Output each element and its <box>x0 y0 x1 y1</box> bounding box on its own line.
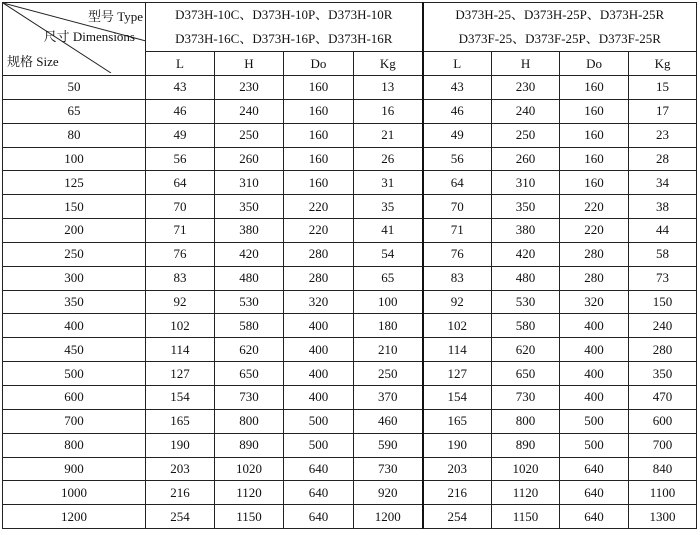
table-cell: 590 <box>354 433 423 457</box>
column-header: Kg <box>354 52 423 76</box>
table-cell: 17 <box>629 99 697 123</box>
table-cell: 370 <box>354 385 423 409</box>
table-cell: 380 <box>492 219 560 243</box>
table-cell: 165 <box>146 409 215 433</box>
table-cell: 21 <box>354 123 423 147</box>
table-cell: 160 <box>284 147 354 171</box>
table-cell: 400 <box>560 338 629 362</box>
size-cell: 150 <box>3 195 146 219</box>
table-cell: 620 <box>215 338 284 362</box>
table-cell: 640 <box>284 481 354 505</box>
table-cell: 280 <box>284 266 354 290</box>
table-cell: 64 <box>423 171 492 195</box>
table-cell: 102 <box>423 314 492 338</box>
table-cell: 840 <box>629 457 697 481</box>
table-cell: 500 <box>284 433 354 457</box>
table-row <box>3 123 697 147</box>
column-header: Do <box>284 52 354 76</box>
table-cell: 160 <box>560 99 629 123</box>
model-group-2-line-2: D373F-25、D373F-25P、D373F-25R <box>458 31 661 46</box>
dimension-table <box>2 2 697 529</box>
table-row <box>3 314 697 338</box>
table-cell: 350 <box>629 362 697 386</box>
table-cell: 580 <box>215 314 284 338</box>
size-cell: 800 <box>3 433 146 457</box>
table-row <box>3 99 697 123</box>
table-cell: 220 <box>284 195 354 219</box>
table-cell: 640 <box>284 505 354 529</box>
column-header: H <box>215 52 284 76</box>
table-row <box>3 338 697 362</box>
column-header: Kg <box>629 52 697 76</box>
table-cell: 65 <box>354 266 423 290</box>
table-cell: 500 <box>560 409 629 433</box>
table-cell: 400 <box>560 314 629 338</box>
table-cell: 58 <box>629 242 697 266</box>
table-cell: 254 <box>146 505 215 529</box>
table-cell: 280 <box>284 242 354 266</box>
table-cell: 1120 <box>492 481 560 505</box>
table-cell: 580 <box>492 314 560 338</box>
size-cell: 600 <box>3 385 146 409</box>
table-cell: 250 <box>492 123 560 147</box>
table-cell: 260 <box>215 147 284 171</box>
table-cell: 127 <box>423 362 492 386</box>
table-cell: 160 <box>284 76 354 100</box>
table-cell: 250 <box>354 362 423 386</box>
table-cell: 190 <box>423 433 492 457</box>
model-group-2-line-1: D373H-25、D373H-25P、D373H-25R <box>455 7 665 22</box>
table-cell: 154 <box>146 385 215 409</box>
table-row <box>3 290 697 314</box>
table-cell: 280 <box>560 242 629 266</box>
model-group-2 <box>423 3 697 52</box>
table-row <box>3 362 697 386</box>
table-row <box>3 219 697 243</box>
table-cell: 34 <box>629 171 697 195</box>
table-cell: 165 <box>423 409 492 433</box>
dimensions-label: 尺寸 Dimensions <box>43 29 135 44</box>
table-cell: 240 <box>492 99 560 123</box>
table-cell: 470 <box>629 385 697 409</box>
table-cell: 530 <box>215 290 284 314</box>
table-cell: 73 <box>629 266 697 290</box>
table-cell: 700 <box>629 433 697 457</box>
table-cell: 1120 <box>215 481 284 505</box>
size-cell: 450 <box>3 338 146 362</box>
table-cell: 350 <box>492 195 560 219</box>
table-cell: 92 <box>146 290 215 314</box>
table-cell: 15 <box>629 76 697 100</box>
table-cell: 230 <box>492 76 560 100</box>
table-cell: 203 <box>146 457 215 481</box>
size-cell: 500 <box>3 362 146 386</box>
table-cell: 23 <box>629 123 697 147</box>
table-cell: 730 <box>215 385 284 409</box>
table-cell: 56 <box>423 147 492 171</box>
table-cell: 220 <box>560 219 629 243</box>
table-cell: 600 <box>629 409 697 433</box>
table-cell: 400 <box>560 362 629 386</box>
table-cell: 160 <box>284 99 354 123</box>
table-cell: 380 <box>215 219 284 243</box>
size-label: 规格 Size <box>7 54 59 69</box>
column-header: Do <box>560 52 629 76</box>
table-cell: 1150 <box>492 505 560 529</box>
table-cell: 64 <box>146 171 215 195</box>
table-cell: 160 <box>284 123 354 147</box>
table-cell: 1150 <box>215 505 284 529</box>
table-cell: 800 <box>492 409 560 433</box>
table-cell: 420 <box>215 242 284 266</box>
table-cell: 500 <box>560 433 629 457</box>
size-cell: 100 <box>3 147 146 171</box>
size-cell: 350 <box>3 290 146 314</box>
table-cell: 1200 <box>354 505 423 529</box>
table-cell: 920 <box>354 481 423 505</box>
table-cell: 640 <box>560 481 629 505</box>
table-row <box>3 385 697 409</box>
table-cell: 400 <box>284 385 354 409</box>
table-cell: 310 <box>215 171 284 195</box>
table-cell: 280 <box>629 338 697 362</box>
table-cell: 220 <box>560 195 629 219</box>
table-cell: 49 <box>146 123 215 147</box>
table-cell: 160 <box>284 171 354 195</box>
table-cell: 650 <box>492 362 560 386</box>
table-cell: 92 <box>423 290 492 314</box>
table-cell: 16 <box>354 99 423 123</box>
table-row <box>3 195 697 219</box>
table-cell: 54 <box>354 242 423 266</box>
table-cell: 102 <box>146 314 215 338</box>
table-cell: 31 <box>354 171 423 195</box>
table-row <box>3 171 697 195</box>
table-cell: 400 <box>284 362 354 386</box>
table-row <box>3 481 697 505</box>
table-cell: 160 <box>560 76 629 100</box>
table-cell: 56 <box>146 147 215 171</box>
size-cell: 250 <box>3 242 146 266</box>
table-cell: 160 <box>560 147 629 171</box>
table-cell: 320 <box>284 290 354 314</box>
table-cell: 28 <box>629 147 697 171</box>
table-cell: 640 <box>284 457 354 481</box>
size-cell: 50 <box>3 76 146 100</box>
column-header: L <box>146 52 215 76</box>
table-cell: 127 <box>146 362 215 386</box>
table-cell: 310 <box>492 171 560 195</box>
table-cell: 260 <box>492 147 560 171</box>
table-cell: 230 <box>215 76 284 100</box>
table-cell: 76 <box>423 242 492 266</box>
table-cell: 730 <box>492 385 560 409</box>
table-cell: 71 <box>423 219 492 243</box>
model-group-1-line-1: D373H-10C、D373H-10P、D373H-10R <box>175 7 393 22</box>
table-cell: 41 <box>354 219 423 243</box>
table-cell: 320 <box>560 290 629 314</box>
table-row <box>3 76 697 100</box>
table-cell: 83 <box>423 266 492 290</box>
table-cell: 43 <box>423 76 492 100</box>
table-cell: 280 <box>560 266 629 290</box>
table-cell: 1100 <box>629 481 697 505</box>
table-cell: 480 <box>215 266 284 290</box>
table-cell: 530 <box>492 290 560 314</box>
model-group-1-line-2: D373H-16C、D373H-16P、D373H-16R <box>175 31 393 46</box>
table-cell: 35 <box>354 195 423 219</box>
table-row <box>3 433 697 457</box>
table-cell: 640 <box>560 457 629 481</box>
size-cell: 1200 <box>3 505 146 529</box>
table-cell: 460 <box>354 409 423 433</box>
table-row <box>3 242 697 266</box>
table-cell: 190 <box>146 433 215 457</box>
table-cell: 400 <box>284 314 354 338</box>
table-cell: 150 <box>629 290 697 314</box>
table-cell: 400 <box>560 385 629 409</box>
table-cell: 70 <box>146 195 215 219</box>
table-cell: 640 <box>560 505 629 529</box>
column-header: H <box>492 52 560 76</box>
table-cell: 70 <box>423 195 492 219</box>
header-row <box>3 3 697 52</box>
size-cell: 700 <box>3 409 146 433</box>
table-cell: 114 <box>423 338 492 362</box>
table-cell: 890 <box>215 433 284 457</box>
table-row <box>3 505 697 529</box>
size-cell: 900 <box>3 457 146 481</box>
table-cell: 49 <box>423 123 492 147</box>
size-cell: 125 <box>3 171 146 195</box>
table-cell: 650 <box>215 362 284 386</box>
table-cell: 220 <box>284 219 354 243</box>
table-cell: 1020 <box>215 457 284 481</box>
model-group-1 <box>146 3 423 52</box>
table-cell: 254 <box>423 505 492 529</box>
table-cell: 620 <box>492 338 560 362</box>
size-cell: 400 <box>3 314 146 338</box>
table-cell: 43 <box>146 76 215 100</box>
type-label: 型号 Type <box>87 9 143 24</box>
table-cell: 154 <box>423 385 492 409</box>
diagonal-header-cell <box>3 3 146 76</box>
table-cell: 240 <box>629 314 697 338</box>
table-row <box>3 147 697 171</box>
table-cell: 38 <box>629 195 697 219</box>
table-cell: 216 <box>146 481 215 505</box>
table-cell: 160 <box>560 171 629 195</box>
table-row <box>3 266 697 290</box>
column-header: L <box>423 52 492 76</box>
table-cell: 13 <box>354 76 423 100</box>
table-cell: 1020 <box>492 457 560 481</box>
table-row <box>3 409 697 433</box>
size-cell: 65 <box>3 99 146 123</box>
table-cell: 44 <box>629 219 697 243</box>
table-cell: 240 <box>215 99 284 123</box>
table-cell: 46 <box>423 99 492 123</box>
table-cell: 180 <box>354 314 423 338</box>
table-cell: 400 <box>284 338 354 362</box>
table-cell: 480 <box>492 266 560 290</box>
table-cell: 216 <box>423 481 492 505</box>
table-cell: 46 <box>146 99 215 123</box>
table-cell: 160 <box>560 123 629 147</box>
size-cell: 1000 <box>3 481 146 505</box>
table-cell: 71 <box>146 219 215 243</box>
table-cell: 26 <box>354 147 423 171</box>
size-cell: 300 <box>3 266 146 290</box>
table-cell: 890 <box>492 433 560 457</box>
table-cell: 250 <box>215 123 284 147</box>
table-cell: 100 <box>354 290 423 314</box>
table-cell: 83 <box>146 266 215 290</box>
table-cell: 76 <box>146 242 215 266</box>
table-cell: 420 <box>492 242 560 266</box>
table-cell: 114 <box>146 338 215 362</box>
size-cell: 200 <box>3 219 146 243</box>
table-cell: 800 <box>215 409 284 433</box>
table-cell: 350 <box>215 195 284 219</box>
table-cell: 210 <box>354 338 423 362</box>
size-cell: 80 <box>3 123 146 147</box>
table-cell: 203 <box>423 457 492 481</box>
table-cell: 500 <box>284 409 354 433</box>
table-row <box>3 457 697 481</box>
table-cell: 730 <box>354 457 423 481</box>
table-cell: 1300 <box>629 505 697 529</box>
